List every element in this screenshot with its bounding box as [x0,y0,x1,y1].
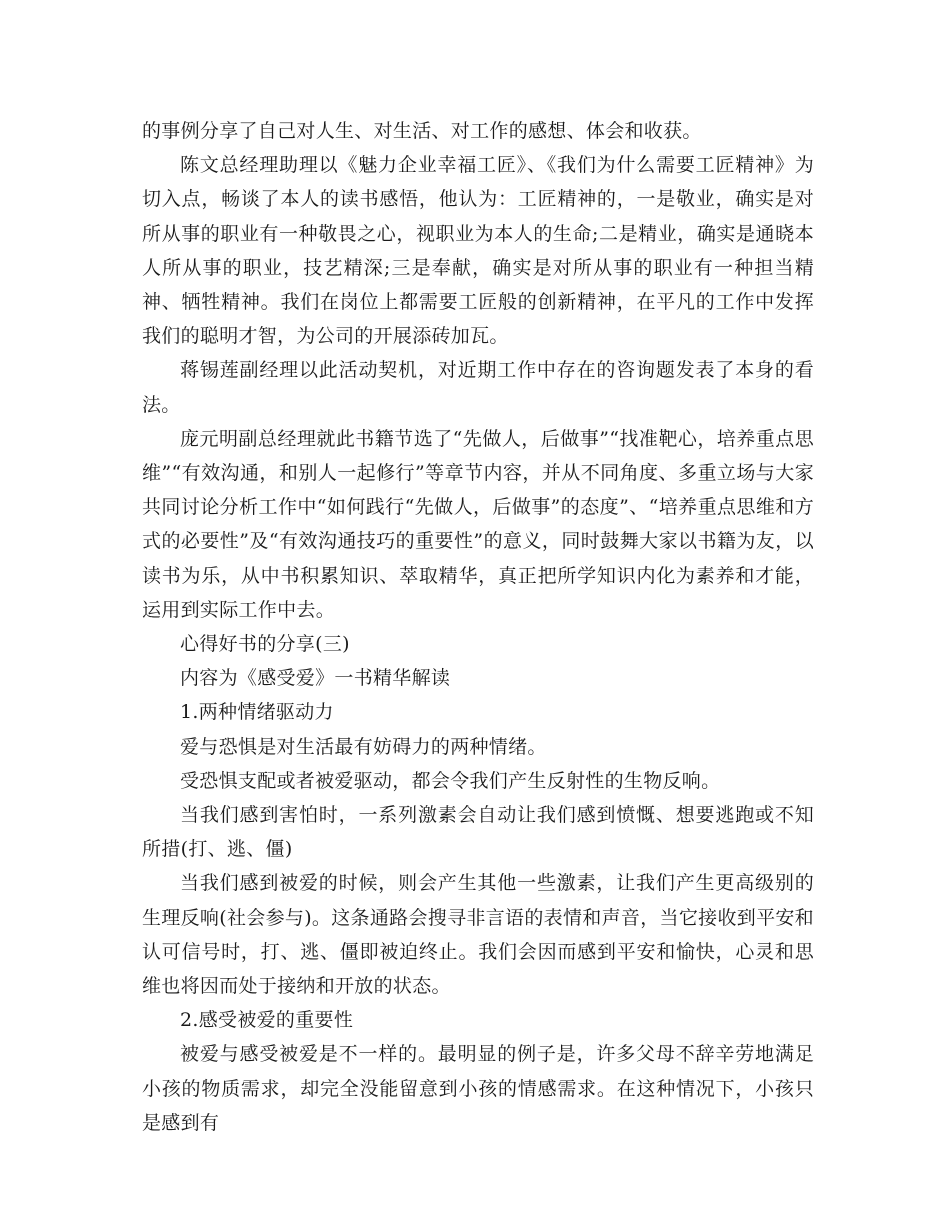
paragraph-pang-yuanming: 庞元明副总经理就此书籍节选了“先做人，后做事”“找准靶心，培养重点思维”“有效沟通，和别人一起修行”等章节内容，并从不同角度、多重立场与大家共同讨论分析工作中“如何践行“先做人，后做事”的态度”、“培养重点思维和方式的必要性”及“有效沟通技巧的重要性”的意义，同时鼓舞大家以书籍为友，以读书为乐，从中书积累知识、萃取精华，真正把所学知识内化为素养和才能，运用到实际工作中去。 [142,427,814,621]
paragraph-chen-wen: 陈文总经理助理以《魅力企业幸福工匠》、《我们为什么需要工匠精神》为切入点，畅谈了本人的读书感悟，他认为：工匠精神的，一是敬业，确实是对所从事的职业有一种敬畏之心，视职业为本人的生命;二是精业，确实是通晓本人所从事的职业，技艺精深;三是奉献，确实是对所从事的职业有一种担当精神、牺牲精神。我们在岗位上都需要工匠般的创新精神，在平凡的工作中发挥我们的聪明才智，为公司的开展添砖加瓦。 [142,154,814,348]
paragraph-reflex: 受恐惧支配或者被爱驱动，都会令我们产生反射性的生物反响。 [180,769,721,792]
paragraph-feeling-loved: 被爱与感受被爱是不一样的。最明显的例子是，许多父母不辞辛劳地满足小孩的物质需求，却完全没能留意到小孩的情感需求。在这种情况下，小孩只是感到有 [142,1043,814,1134]
paragraph-fear-response: 当我们感到害怕时，一系列激素会自动让我们感到愤慨、想要逃跑或不知所措(打、逃、僵) [142,804,814,861]
document-body [142,114,814,1140]
subheading-2: 2.感受被爱的重要性 [180,1009,354,1032]
paragraph-continuation: 的事例分享了自己对人生、对生活、对工作的感想、体会和收获。 [142,120,702,142]
paragraph-love-response: 当我们感到被爱的时候，则会产生其他一些激素，让我们产生更高级别的生理反响(社会参与)。这条通路会搜寻非言语的表情和声音，当它接收到平安和认可信号时，打、逃、僵即被迫终止。我们会因而感到平安和愉快，心灵和思维也将因而处于接纳和开放的状态。 [142,872,814,998]
paragraph-jiang-xilian: 蒋锡莲副经理以此活动契机，对近期工作中存在的咨询题发表了本身的看法。 [142,359,814,416]
section-subtitle: 内容为《感受爱》一书精华解读 [180,667,451,690]
subheading-1: 1.两种情绪驱动力 [180,701,334,724]
paragraph-love-fear: 爱与恐惧是对生活最有妨碍力的两种情绪。 [180,735,547,758]
section-heading: 心得好书的分享(三) [180,633,350,656]
